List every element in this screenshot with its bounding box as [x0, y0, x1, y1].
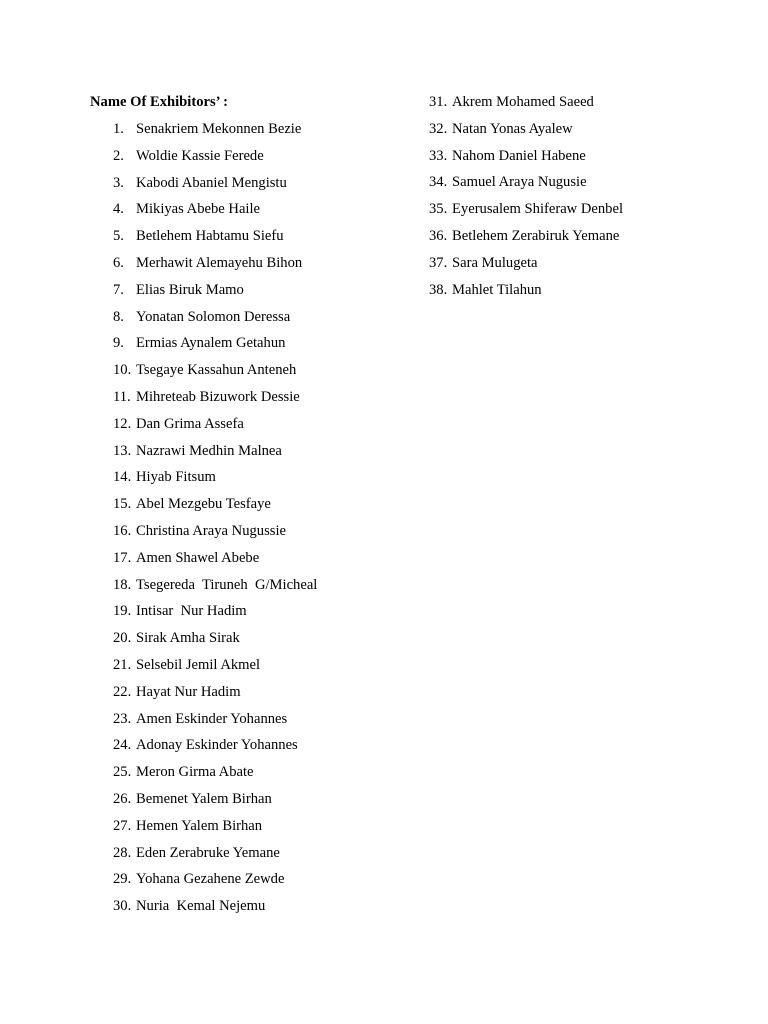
list-item: [113, 468, 317, 495]
exhibitor-name: Samuel Araya Nugusie: [452, 174, 587, 191]
item-number: 35.: [429, 201, 448, 218]
item-number: 9.: [113, 335, 124, 352]
list-item: [113, 790, 317, 817]
exhibitor-name: Eyerusalem Shiferaw Denbel: [452, 201, 624, 218]
exhibitor-name: Intisar Nur Hadim: [136, 603, 247, 620]
list-item: [113, 442, 317, 469]
list-item: [429, 120, 623, 147]
exhibitor-name: Mihreteab Bizuwork Dessie: [136, 388, 300, 405]
item-number: 11.: [113, 388, 131, 405]
item-number: 24.: [113, 737, 132, 754]
item-number: 14.: [113, 469, 132, 486]
list-item: [113, 254, 317, 281]
exhibitor-name: Amen Eskinder Yohannes: [136, 710, 288, 727]
item-number: 33.: [429, 147, 448, 164]
list-item: [113, 495, 317, 522]
exhibitor-name: Tsegaye Kassahun Anteneh: [136, 362, 297, 379]
exhibitor-name: Sara Mulugeta: [452, 254, 538, 271]
item-number: 25.: [113, 764, 132, 781]
exhibitor-name: Tsegereda Tiruneh G/Micheal: [136, 576, 318, 593]
list-item: [113, 656, 317, 683]
exhibitor-name: Amen Shawel Abebe: [136, 549, 260, 566]
item-number: 1.: [113, 121, 124, 137]
item-number: 2.: [113, 147, 124, 164]
list-item: [113, 415, 317, 442]
exhibitor-name: Eden Zerabruke Yemane: [136, 844, 280, 861]
item-number: 28.: [113, 844, 132, 861]
exhibitor-name: Hemen Yalem Birhan: [136, 817, 263, 834]
exhibitor-name: Selsebil Jemil Akmel: [136, 656, 261, 673]
list-item: [113, 576, 317, 603]
list-item: [429, 227, 623, 254]
item-number: 37.: [429, 254, 448, 271]
list-item: [113, 736, 317, 763]
exhibitor-name: Kabodi Abaniel Mengistu: [136, 174, 287, 191]
exhibitor-name: Christina Araya Nugussie: [136, 522, 286, 539]
exhibitor-name: Woldie Kassie Ferede: [136, 147, 264, 164]
list-item: [113, 200, 317, 227]
exhibitor-name: Meron Girma Abate: [136, 764, 254, 781]
exhibitors-list-right: [429, 93, 623, 307]
item-number: 22.: [113, 683, 132, 700]
list-item: [429, 200, 623, 227]
exhibitor-name: Betlehem Zerabiruk Yemane: [452, 227, 620, 244]
list-item: [113, 388, 317, 415]
item-number: 27.: [113, 817, 132, 834]
exhibitor-name: Akrem Mohamed Saeed: [452, 94, 594, 110]
list-item: [113, 870, 317, 897]
exhibitor-name: Adonay Eskinder Yohannes: [136, 737, 298, 754]
list-item: [113, 710, 317, 737]
item-number: 7.: [113, 281, 124, 298]
list-item: [429, 173, 623, 200]
exhibitor-name: Betlehem Habtamu Siefu: [136, 228, 284, 245]
list-item: [113, 334, 317, 361]
list-item: [113, 629, 317, 656]
list-item: [429, 147, 623, 174]
item-number: 12.: [113, 415, 132, 432]
exhibitor-name: Hiyab Fitsum: [136, 469, 216, 486]
list-item: [113, 308, 317, 335]
list-item: [113, 227, 317, 254]
exhibitor-name: Nuria Kemal Nejemu: [136, 898, 266, 915]
item-number: 32.: [429, 120, 448, 137]
item-number: 10.: [113, 362, 132, 379]
list-item: [113, 683, 317, 710]
item-number: 8.: [113, 308, 124, 325]
list-item: [429, 254, 623, 281]
exhibitor-name: Bemenet Yalem Birhan: [136, 790, 272, 807]
item-number: 30.: [113, 898, 132, 915]
exhibitors-list-left: [113, 120, 317, 924]
exhibitor-name: Abel Mezgebu Tesfaye: [136, 496, 271, 513]
exhibitor-name: Nazrawi Medhin Malnea: [136, 442, 282, 459]
item-number: 23.: [113, 710, 132, 727]
exhibitor-name: Elias Biruk Mamo: [136, 281, 244, 298]
exhibitor-name: Ermias Aynalem Getahun: [136, 335, 286, 352]
list-item: [113, 844, 317, 871]
list-item: [113, 361, 317, 388]
item-number: 26.: [113, 790, 132, 807]
item-number: 16.: [113, 522, 132, 539]
list-item: [113, 602, 317, 629]
item-number: 18.: [113, 576, 132, 593]
item-number: 38.: [429, 281, 448, 298]
exhibitor-name: Yonatan Solomon Deressa: [136, 308, 291, 325]
item-number: 34.: [429, 174, 448, 191]
list-item: [113, 763, 317, 790]
list-item: [113, 174, 317, 201]
item-number: 6.: [113, 254, 124, 271]
list-item: [113, 522, 317, 549]
item-number: 13.: [113, 442, 132, 459]
item-number: 17.: [113, 549, 132, 566]
list-item: [429, 281, 623, 308]
list-item: [113, 549, 317, 576]
item-number: 19.: [113, 603, 132, 620]
list-item: [113, 147, 317, 174]
item-number: 4.: [113, 201, 124, 218]
exhibitor-name: Hayat Nur Hadim: [136, 683, 241, 700]
item-number: 21.: [113, 656, 132, 673]
exhibitor-name: Yohana Gezahene Zewde: [136, 871, 285, 888]
list-heading: Name Of Exhibitors’ :: [90, 94, 228, 110]
list-item: [113, 120, 317, 147]
exhibitor-name: Mahlet Tilahun: [452, 281, 542, 298]
exhibitor-name: Merhawit Alemayehu Bihon: [136, 254, 303, 271]
exhibitor-name: Nahom Daniel Habene: [452, 147, 586, 164]
item-number: 5.: [113, 228, 124, 245]
item-number: 29.: [113, 871, 132, 888]
exhibitor-name: Senakriem Mekonnen Bezie: [136, 121, 302, 137]
item-number: 15.: [113, 496, 132, 513]
item-number: 20.: [113, 630, 132, 647]
list-item: [113, 817, 317, 844]
exhibitor-name: Natan Yonas Ayalew: [452, 120, 573, 137]
item-number: 36.: [429, 227, 448, 244]
exhibitor-name: Dan Grima Assefa: [136, 415, 244, 432]
item-number: 3.: [113, 174, 124, 191]
list-item: [113, 281, 317, 308]
exhibitor-name: Sirak Amha Sirak: [136, 630, 240, 647]
list-item: [429, 93, 623, 120]
exhibitor-name: Mikiyas Abebe Haile: [136, 201, 261, 218]
list-item: [113, 897, 317, 924]
item-number: 31.: [429, 94, 448, 110]
